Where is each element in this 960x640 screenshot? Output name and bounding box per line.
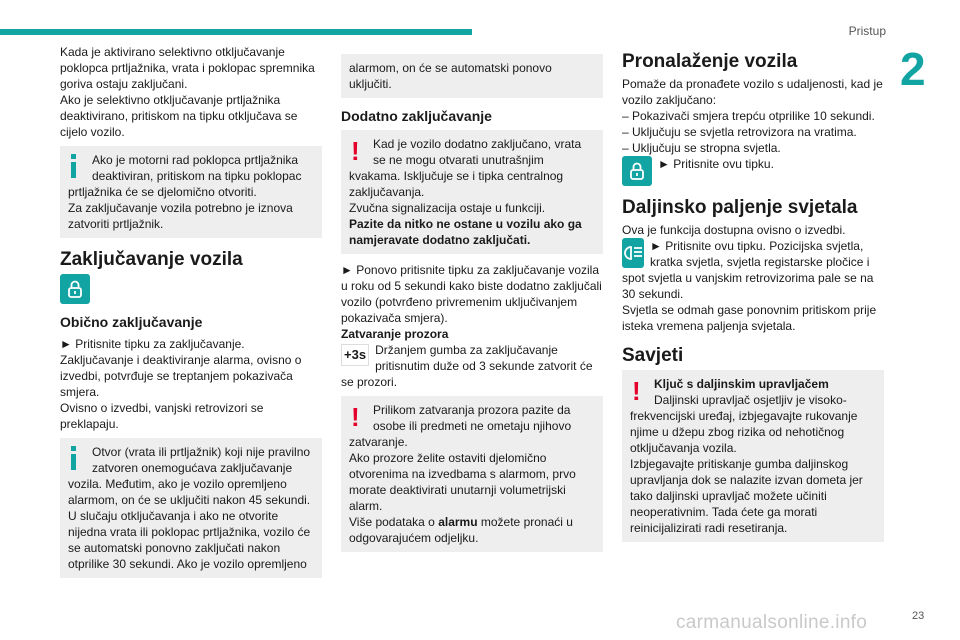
warning-title: Ključ s daljinskim upravljačem <box>654 377 829 391</box>
warning-text: Prilikom zatvaranja prozora pazite da osobe ili predmeti ne ometaju njihovo <box>373 403 572 433</box>
warning-text <box>349 514 595 546</box>
info-icon <box>70 154 77 178</box>
warning-text: Daljinski upravljač osjetljiv je visoko- <box>654 393 847 407</box>
warning-icon: ! <box>351 136 360 166</box>
section-heading: Daljinsko paljenje svjetala <box>622 197 858 218</box>
paragraph: spot svjetla u vanjskim retrovizorima pale se na 30 sekundi. Svjetla se odmah gase ponovnim pritiskom prije isteka vremena paljenja svjetala. <box>622 271 877 333</box>
paragraph: Kada je aktivirano selektivno otključavanje poklopca prtljažnika, vrata i poklopac spremnika goriva ostaju zaključani. Ako je selektivno otključavanje prtljažnika deaktivirano, pritiskom na tipku otključava se cijelo vozilo. <box>60 45 315 139</box>
warning-text-bold: Pazite da nitko ne ostane u vozilu ako ga namjeravate dodatno zaključati. <box>349 217 582 247</box>
find-button-row <box>622 156 884 186</box>
note-text: alarmom, on će se automatski ponovo uključiti. <box>349 61 552 91</box>
warning-icon: ! <box>351 402 360 432</box>
info-note <box>60 146 322 238</box>
info-icon <box>70 446 77 470</box>
subsection-heading: Obično zaključavanje <box>60 314 203 330</box>
section-heading: Pronalaženje vozila <box>622 51 798 72</box>
headlight-icon <box>622 238 644 268</box>
column-2 <box>341 44 603 560</box>
lights-button-row <box>622 238 884 270</box>
section-heading: Savjeti <box>622 345 684 366</box>
chapter-number: 2 <box>900 43 926 95</box>
info-note-continued <box>341 54 603 98</box>
text-bold: alarmu <box>438 515 478 529</box>
paragraph: se prozori. <box>341 375 398 389</box>
hold-3s-row <box>341 342 603 374</box>
text: Više podataka o <box>349 515 439 529</box>
column-3 <box>622 44 884 550</box>
warning-text: kvakama. Isključuje se i tipka centralnog zaključavanja. Zvučna signalizacija ostaje u funkciji. <box>349 169 564 215</box>
section-heading: Zaključavanje vozila <box>60 249 243 270</box>
warning-text: zatvaranje. Ako prozore želite ostaviti djelomično otvorenima na izvedbama s alarmom, prvo morate deaktivirati unutarnji volumetrijski alarm. <box>349 435 576 513</box>
header-accent-bar <box>0 29 472 35</box>
paragraph: Pomaže da pronađete vozilo s udaljenosti, kad je vozilo zaključano: – Pokazivači smjera trepću otprilike 10 sekundi. – Uključuju se svjetla retrovizora na vratima. – Uključuju se stropna svjetla. <box>622 77 883 155</box>
paragraph: ► Ponovo pritisnite tipku za zaključavanje vozila u roku od 5 sekundi kako biste dodatno zaključali vozilo (potvrđeno privremenim uključivanjem pokazivača smjera). <box>341 263 602 325</box>
paragraph: Držanjem gumba za zaključavanje pritisnutim duže od 3 sekunde zatvorit će <box>375 343 593 373</box>
subsection-heading: Zatvaranje prozora <box>341 327 449 341</box>
info-note <box>60 438 322 578</box>
warning-note <box>622 370 884 542</box>
hold-3s-icon: +3s <box>341 344 369 366</box>
lock-icon <box>60 274 90 304</box>
warning-text: frekvencijski uređaj, izbjegavajte rukovanje njime u džepu zbog rizika od nehotičnog otključavanja vozila. Izbjegavajte pritiskanje gumba daljinskog upravljanja dok se nalazite izvan dometa jer tako daljinski upravljač možete učiniti neoperativnim. Tada ćete ga morati reinicijalizirati radi resetiranja. <box>630 409 863 535</box>
warning-icon: ! <box>632 376 641 406</box>
note-text: Otvor (vrata ili prtljažnik) koji nije pravilno zatvoren onemogućava zaključavanje <box>92 445 311 475</box>
note-text: prtljažnika će se djelomično otvoriti. Za zaključavanje vozila potrebno je iznova zatvoriti prtljažnik. <box>68 185 293 231</box>
warning-text: Kad je vozilo dodatno zaključano, vrata se ne mogu otvarati unutrašnjim <box>373 137 582 167</box>
paragraph: ► Pritisnite ovu tipku. Pozicijska svjetla, kratka svjetla, svjetla registarske pločice i <box>650 239 870 269</box>
lock-icon <box>622 156 652 186</box>
warning-note <box>341 396 603 552</box>
note-text: vozila. Međutim, ako je vozilo opremljeno alarmom, on će se uključiti nakon 45 sekundi. U slučaju otključavanja i ako ne otvorite nijedna vrata ili poklopac prtljažnika, vozilo će se automatski ponovno zaključati nakon otprilike 30 sekundi. Ako je vozilo opremljeno <box>68 477 311 571</box>
warning-note <box>341 130 603 254</box>
watermark: carmanualsonline.info <box>676 612 868 633</box>
section-name: Pristup <box>848 24 886 38</box>
paragraph: ► Pritisnite tipku za zaključavanje. Zaključavanje i deaktiviranje alarma, ovisno o izvedbi, potvrđuje se treptanjem pokazivača smjera. Ovisno o izvedbi, vanjski retrovizori se preklapaju. <box>60 337 302 431</box>
paragraph: ► Pritisnite ovu tipku. <box>658 157 774 171</box>
text: možete pronaći u odgovarajućem odjeljku. <box>349 515 573 545</box>
subsection-heading: Dodatno zaključavanje <box>341 108 492 124</box>
paragraph: Ova je funkcija dostupna ovisno o izvedbi. <box>622 223 846 237</box>
column-1 <box>60 44 322 586</box>
page-number: 23 <box>912 610 925 622</box>
note-text: Ako je motorni rad poklopca prtljažnika deaktiviran, pritiskom na tipku poklopac <box>92 153 302 183</box>
